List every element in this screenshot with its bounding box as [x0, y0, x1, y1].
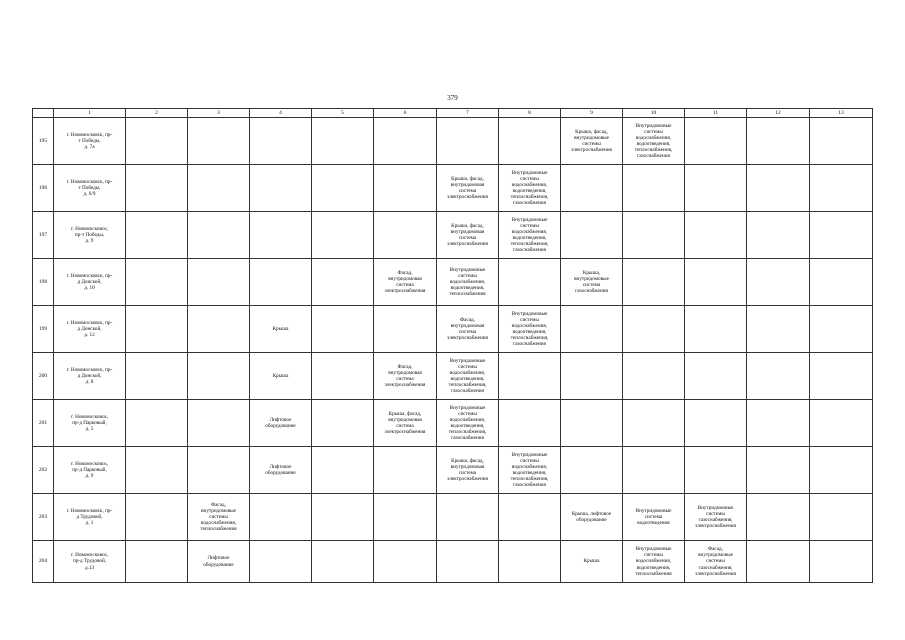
works-cell [747, 541, 810, 583]
works-cell [810, 259, 873, 306]
works-text: Внутридомовые системы водоснабжения, водоотведения, теплоснабжения, газоснабжения [510, 169, 549, 207]
works-text: Крыша, фасад, внутридомовая система электроснабжения [447, 175, 488, 201]
works-cell [685, 165, 747, 212]
works-cell [126, 494, 188, 541]
works-cell [499, 494, 561, 541]
works-cell [623, 494, 685, 541]
works-text: Крыша, фасад, внутридомовые системы электроснабжения [571, 128, 612, 154]
row-number: 198 [38, 278, 48, 285]
works-cell [126, 541, 188, 583]
works-cell [685, 353, 747, 400]
works-cell [374, 494, 437, 541]
works-cell [250, 259, 312, 306]
works-cell [810, 494, 873, 541]
works-cell [250, 541, 312, 583]
header-row [33, 109, 873, 118]
address-text: г. Новомосковск, пр-д Трудовой, д.13 [70, 552, 109, 571]
address-text: г. Новомосковск, пр- д Донской, д. 8 [66, 366, 113, 386]
works-cell [747, 118, 810, 165]
header-spacer [33, 109, 54, 118]
column-header: 11 [685, 109, 747, 118]
row-number: 196 [38, 184, 48, 191]
works-cell [499, 165, 561, 212]
row-number: 197 [38, 231, 48, 238]
works-cell [312, 541, 374, 583]
works-cell [437, 212, 499, 259]
column-header: 6 [374, 109, 437, 118]
works-cell [561, 306, 623, 353]
row-number: 203 [38, 513, 48, 520]
row-number-cell [33, 259, 54, 306]
works-cell [126, 306, 188, 353]
works-text: Внутридомовые системы газоснабжения, электроснабжения [695, 504, 736, 530]
address-cell [54, 306, 126, 353]
works-cell [374, 306, 437, 353]
works-cell [561, 541, 623, 583]
row-number: 204 [38, 558, 48, 565]
works-text: Фасад, внутридомовая система электроснабжения [384, 269, 426, 295]
works-text: Крыша, фасад, внутридомовая система электроснабжения [447, 457, 488, 483]
works-cell [810, 118, 873, 165]
works-cell [188, 259, 250, 306]
column-header: 5 [312, 109, 374, 118]
works-text: Внутридомовые системы водоснабжения, водоотведения, теплоснабжения, газоснабжения [510, 451, 549, 489]
works-cell [810, 212, 873, 259]
works-cell [250, 118, 312, 165]
works-cell [126, 212, 188, 259]
column-header: 9 [561, 109, 623, 118]
works-cell [188, 306, 250, 353]
works-cell [685, 212, 747, 259]
works-cell [250, 212, 312, 259]
works-cell [312, 494, 374, 541]
works-text: Внутридомовые системы водоснабжения, водоотведения, теплоснабжения, газоснабжения [634, 122, 673, 160]
works-cell [312, 118, 374, 165]
address-text: г. Новомосковск, пр- д Донской, д. 10 [66, 272, 113, 292]
works-text: Фасад, внутридомовая система электроснабжения [384, 363, 426, 389]
works-cell [685, 541, 747, 583]
column-header: 10 [623, 109, 685, 118]
works-cell [312, 447, 374, 494]
row-number-cell [33, 165, 54, 212]
works-text: Крыша, фасад, внутридомовая система электроснабжения [447, 222, 488, 248]
works-cell [747, 259, 810, 306]
table-row [33, 165, 873, 212]
table-body [33, 118, 873, 583]
works-cell [623, 165, 685, 212]
works-cell [685, 447, 747, 494]
works-cell [623, 400, 685, 447]
works-cell [561, 494, 623, 541]
works-text: Крыша [583, 558, 600, 565]
works-cell [499, 259, 561, 306]
works-cell [374, 212, 437, 259]
works-cell [126, 118, 188, 165]
works-cell [312, 165, 374, 212]
works-cell [312, 353, 374, 400]
table-row [33, 353, 873, 400]
works-cell [747, 400, 810, 447]
row-number-cell [33, 212, 54, 259]
works-text: Крыша, фасад, внутридомовая система электроснабжения [384, 410, 426, 436]
works-cell [810, 306, 873, 353]
works-text: Лифтовое оборудование [203, 555, 234, 568]
works-cell [685, 494, 747, 541]
table-row [33, 400, 873, 447]
row-number-cell [33, 494, 54, 541]
row-number: 199 [38, 325, 48, 332]
works-cell [188, 353, 250, 400]
column-header: 2 [126, 109, 188, 118]
works-text: Фасад, внутридомовые системы водоснабжения, теплоснабжения [200, 501, 237, 533]
works-cell [499, 541, 561, 583]
works-text: Фасад, внутридомовые системы газоснабжения, электроснабжения [695, 546, 736, 577]
row-number-cell [33, 118, 54, 165]
works-cell [437, 118, 499, 165]
row-number: 195 [38, 137, 48, 144]
works-cell [437, 353, 499, 400]
works-cell [747, 165, 810, 212]
works-cell [312, 400, 374, 447]
works-cell [250, 165, 312, 212]
works-text: Лифтовое оборудование [265, 416, 296, 429]
works-cell [250, 353, 312, 400]
works-cell [374, 447, 437, 494]
works-cell [188, 447, 250, 494]
works-cell [374, 400, 437, 447]
column-header: 1 [54, 109, 126, 118]
works-cell [561, 400, 623, 447]
table-row [33, 306, 873, 353]
works-text: Лифтовое оборудование [265, 463, 296, 476]
works-cell [747, 447, 810, 494]
table-row [33, 541, 873, 583]
works-cell [810, 165, 873, 212]
table-row [33, 118, 873, 165]
table-row [33, 494, 873, 541]
works-cell [374, 118, 437, 165]
works-cell [561, 259, 623, 306]
works-cell [437, 541, 499, 583]
works-cell [499, 353, 561, 400]
works-text: Крыша, внутридомовые система газоснабжения [574, 269, 609, 295]
column-header: 7 [437, 109, 499, 118]
address-text: г. Новомосковск, пр-д Парковый, д. 9 [70, 460, 109, 480]
works-cell [561, 212, 623, 259]
works-cell [685, 118, 747, 165]
column-header: 3 [188, 109, 250, 118]
works-text: Крыша [272, 372, 289, 379]
works-cell [374, 165, 437, 212]
works-cell [747, 494, 810, 541]
works-cell [561, 165, 623, 212]
row-number: 200 [38, 372, 48, 379]
works-cell [437, 400, 499, 447]
works-cell [561, 447, 623, 494]
works-text: Фасад, внутридомовая система электроснабжения [447, 316, 488, 342]
table-row [33, 212, 873, 259]
works-cell [810, 400, 873, 447]
works-cell [437, 165, 499, 212]
works-cell [623, 353, 685, 400]
works-cell [250, 494, 312, 541]
works-cell [374, 353, 437, 400]
works-cell [250, 447, 312, 494]
address-cell [54, 353, 126, 400]
works-cell [747, 353, 810, 400]
works-cell [810, 447, 873, 494]
works-cell [623, 541, 685, 583]
works-cell [437, 494, 499, 541]
works-cell [499, 447, 561, 494]
works-cell [437, 447, 499, 494]
row-number-cell [33, 353, 54, 400]
table-row [33, 259, 873, 306]
works-text: Внутридомовые системы водоснабжения, водоотведения, теплоснабжения, газоснабжения [448, 357, 487, 395]
address-text: г. Новомосковск, пр-т Победы, д. 9 [70, 225, 109, 245]
works-cell [810, 541, 873, 583]
row-number-cell [33, 447, 54, 494]
address-text: г. Новомосковск, пр-д Парковый, д. 5 [70, 413, 109, 433]
address-cell [54, 541, 126, 583]
works-text: Крыша, лифтовое оборудование [571, 510, 612, 523]
address-text: г. Новомосковск, пр- д Трудовой, д. 1 [66, 507, 113, 527]
works-cell [623, 118, 685, 165]
works-cell [188, 400, 250, 447]
works-text: Внутридомовые системы водоснабжения, водоотведения, теплоснабжения [449, 266, 486, 298]
address-text: г. Новомосковск, пр- д Донской, д. 12 [66, 319, 113, 339]
works-cell [561, 353, 623, 400]
address-cell [54, 400, 126, 447]
works-cell [499, 212, 561, 259]
row-number: 202 [38, 466, 48, 473]
works-cell [126, 447, 188, 494]
works-cell [623, 306, 685, 353]
works-cell [250, 306, 312, 353]
works-cell [685, 259, 747, 306]
works-cell [126, 259, 188, 306]
works-cell [623, 259, 685, 306]
works-cell [499, 118, 561, 165]
works-cell [499, 400, 561, 447]
works-cell [188, 165, 250, 212]
capital-repair-schedule-table [32, 108, 873, 583]
works-cell [499, 306, 561, 353]
works-cell [312, 306, 374, 353]
works-cell [312, 259, 374, 306]
works-cell [561, 118, 623, 165]
works-text: Внутридомовые системы водоснабжения, водоотведения, теплоснабжения, газоснабжения [510, 310, 549, 348]
works-cell [374, 259, 437, 306]
address-cell [54, 259, 126, 306]
column-header: 4 [250, 109, 312, 118]
works-text: Внутридомовые системы водоснабжения, водоотведения, теплоснабжения, газоснабжения [510, 216, 549, 254]
works-cell [188, 212, 250, 259]
row-number: 201 [38, 419, 48, 426]
row-number-cell [33, 541, 54, 583]
column-header: 12 [747, 109, 810, 118]
works-cell [126, 400, 188, 447]
works-text: Внутридомовые системы водоснабжения, водоотведения, теплоснабжения, газоснабжения [448, 404, 487, 442]
row-number-cell [33, 400, 54, 447]
works-cell [747, 212, 810, 259]
works-cell [312, 212, 374, 259]
works-cell [685, 400, 747, 447]
works-cell [623, 212, 685, 259]
works-cell [188, 118, 250, 165]
works-cell [685, 306, 747, 353]
works-text: Внутридомовые система водоотведения [635, 507, 672, 527]
works-cell [747, 306, 810, 353]
address-text: г. Новомосковск, пр- т Победы, д. 7а [66, 131, 113, 151]
works-text: Внутридомовые системы водоснабжения, водоотведения, теплоснабжения [635, 546, 672, 577]
address-cell [54, 212, 126, 259]
row-number-cell [33, 306, 54, 353]
address-cell [54, 447, 126, 494]
works-cell [374, 541, 437, 583]
column-header: 8 [499, 109, 561, 118]
works-cell [188, 541, 250, 583]
works-cell [126, 353, 188, 400]
page-number: 379 [447, 94, 458, 102]
works-cell [437, 306, 499, 353]
address-cell [54, 165, 126, 212]
works-text: Крыша [272, 325, 289, 332]
works-cell [623, 447, 685, 494]
table-row [33, 447, 873, 494]
works-cell [437, 259, 499, 306]
works-cell [188, 494, 250, 541]
address-text: г. Новомосковск, пр- т Победы, д. 6/9 [66, 178, 113, 198]
works-cell [126, 165, 188, 212]
address-cell [54, 118, 126, 165]
works-cell [810, 353, 873, 400]
address-cell [54, 494, 126, 541]
column-header: 13 [810, 109, 873, 118]
works-cell [250, 400, 312, 447]
